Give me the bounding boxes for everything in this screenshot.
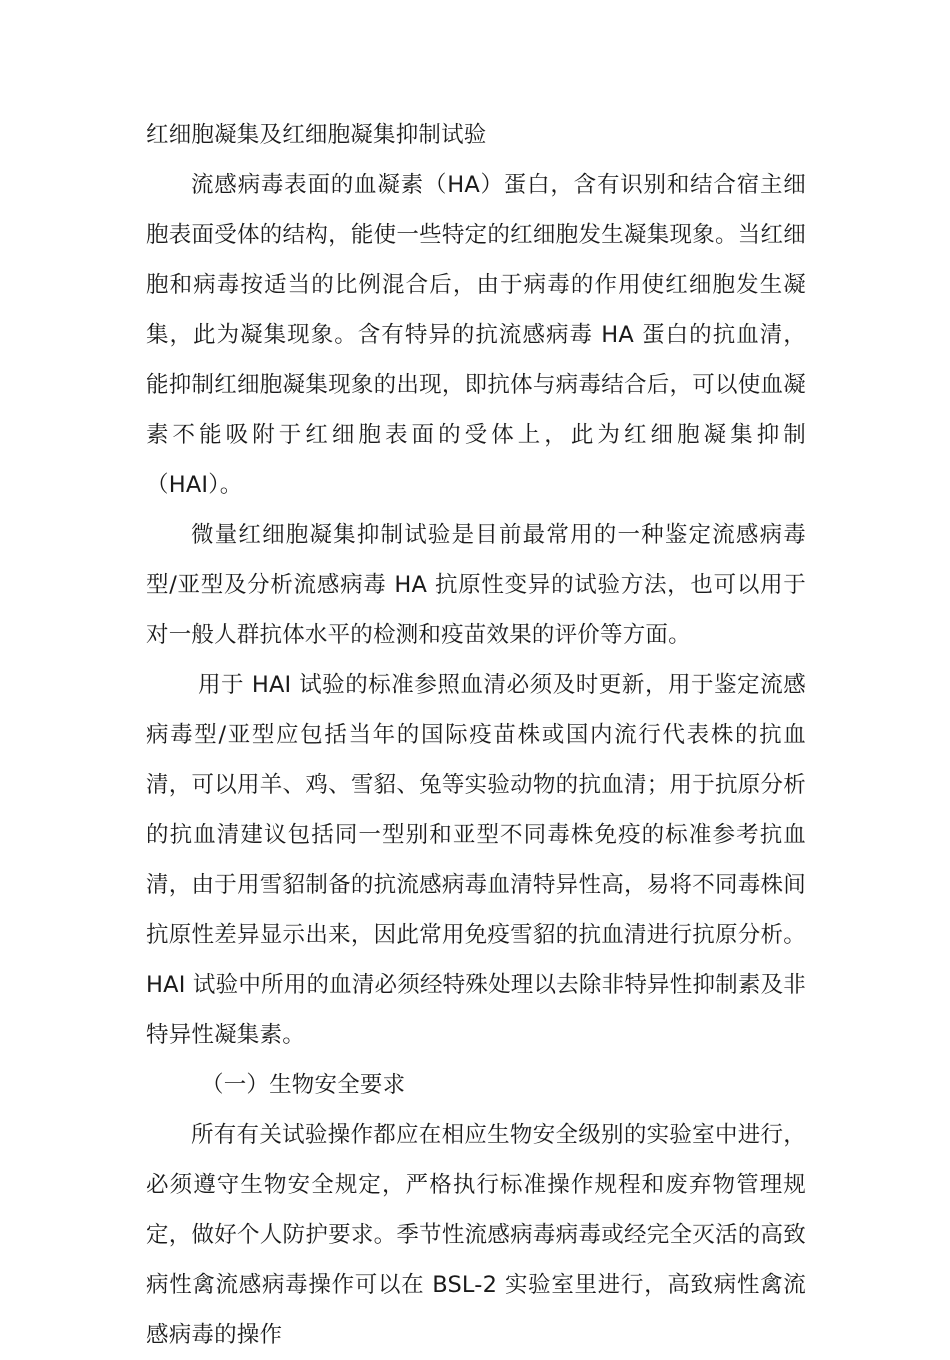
paragraph-hai-method: 微量红细胞凝集抑制试验是目前最常用的一种鉴定流感病毒型/亚型及分析流感病毒 HA 抗原性变异的试验方法，也可以用于对一般人群抗体水平的检测和疫苗效果的评价等方面。 (146, 522, 806, 648)
document-body (146, 110, 806, 1360)
document-title: 红细胞凝集及红细胞凝集抑制试验 (146, 122, 487, 148)
paragraph-reference-serum: 用于 HAI 试验的标准参照血清必须及时更新，用于鉴定流感病毒型/亚型应包括当年的国际疫苗株或国内流行代表株的抗血清，可以用羊、鸡、雪貂、兔等实验动物的抗血清；用于抗原分析的抗血清建议包括同一型别和亚型不同毒株免疫的标准参考抗血清，由于用雪貂制备的抗流感病毒血清特异性高，易将不同毒株间抗原性差异显示出来，因此常用免疫雪貂的抗血清进行抗原分析。HAI 试验中所用的血清必须经特殊处理以去除非特异性抑制素及非特异性凝集素。 (146, 672, 806, 1048)
section-heading-biosafety: （一）生物安全要求 (201, 1072, 406, 1098)
paragraph-biosafety: 所有有关试验操作都应在相应生物安全级别的实验室中进行，必须遵守生物安全规定，严格执行标准操作规程和废弃物管理规定，做好个人防护要求。季节性流感病毒病毒或经完全灭活的高致病性禽流感病毒操作可以在 BSL-2 实验室里进行，高致病性禽流感病毒的操作 (146, 1122, 806, 1348)
paragraph-ha-agglutination: 流感病毒表面的血凝素（HA）蛋白，含有识别和结合宿主细胞表面受体的结构，能使一些特定的红细胞发生凝集现象。当红细胞和病毒按适当的比例混合后，由于病毒的作用使红细胞发生凝集，此为凝集现象。含有特异的抗流感病毒 HA 蛋白的抗血清，能抑制红细胞凝集现象的出现，即抗体与病毒结合后，可以使血凝素不能吸附于红细胞表面的受体上，此为红细胞凝集抑制（HAI）。 (146, 172, 806, 498)
